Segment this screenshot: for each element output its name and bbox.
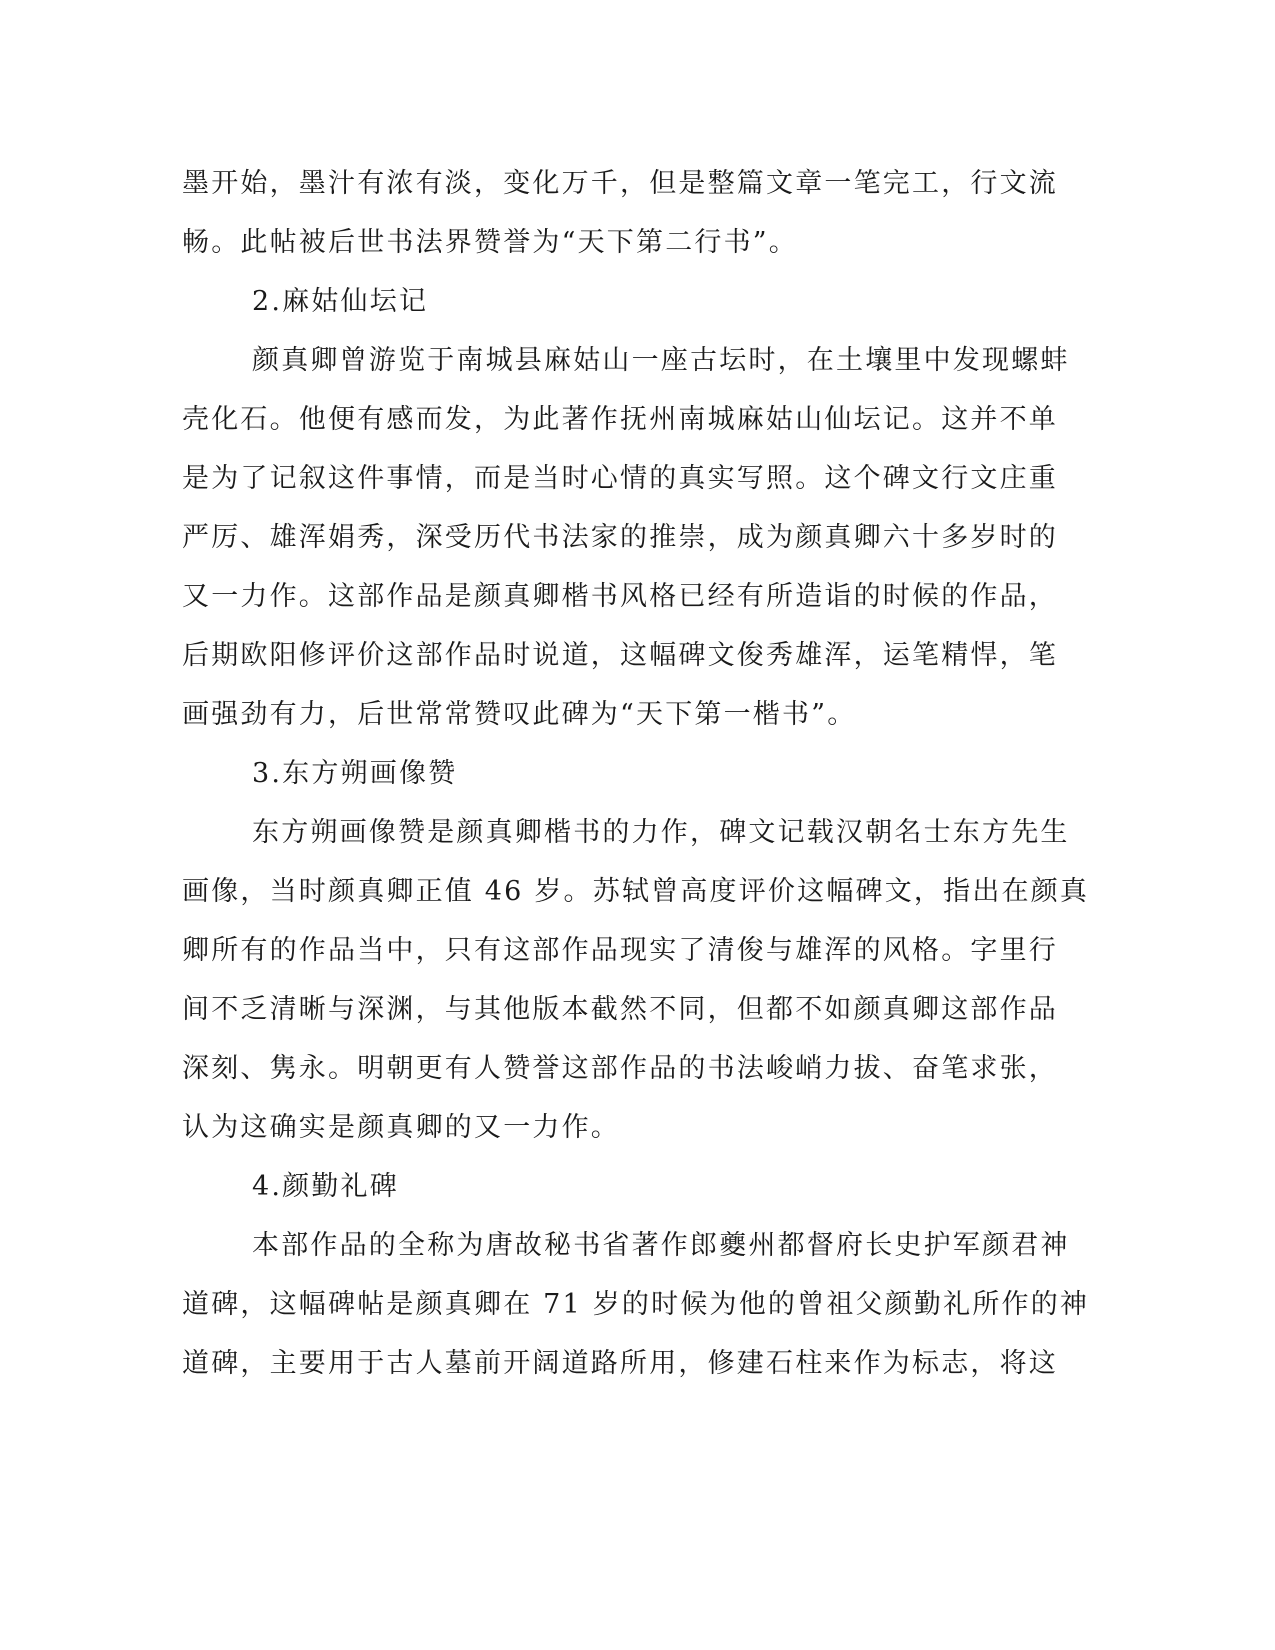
document-body — [182, 154, 1090, 1393]
text-line: 是为了记叙这件事情，而是当时心情的真实写照。这个碑文行文庄重 — [182, 463, 1058, 494]
text-line: 壳化石。他便有感而发，为此著作抚州南城麻姑山仙坛记。这并不单 — [182, 404, 1058, 435]
text-line: 颜真卿曾游览于南城县麻姑山一座古坛时，在土壤里中发现螺蚌 — [252, 345, 1070, 376]
text-line: 畅。此帖被后世书法界赞誉为“天下第二行书”。 — [182, 227, 799, 258]
section-heading: 4.颜勤礼碑 — [252, 1171, 399, 1202]
text-line: 认为这确实是颜真卿的又一力作。 — [182, 1112, 620, 1143]
text-line: 深刻、隽永。明朝更有人赞誉这部作品的书法峻峭力拔、奋笔求张， — [182, 1053, 1058, 1084]
text-line: 后期欧阳修评价这部作品时说道，这幅碑文俊秀雄浑，运笔精悍，笔 — [182, 640, 1058, 671]
text-line: 画像，当时颜真卿正值 46 岁。苏轼曾高度评价这幅碑文，指出在颜真 — [182, 876, 1090, 907]
text-line: 严厉、雄浑娟秀，深受历代书法家的推崇，成为颜真卿六十多岁时的 — [182, 522, 1058, 553]
text-line: 本部作品的全称为唐故秘书省著作郎夔州都督府长史护军颜君神 — [252, 1230, 1070, 1261]
text-line: 间不乏清晰与深渊，与其他版本截然不同，但都不如颜真卿这部作品 — [182, 994, 1058, 1025]
text-line: 卿所有的作品当中，只有这部作品现实了清俊与雄浑的风格。字里行 — [182, 935, 1058, 966]
text-line: 道碑，这幅碑帖是颜真卿在 71 岁的时候为他的曾祖父颜勤礼所作的神 — [182, 1289, 1090, 1320]
text-line: 道碑，主要用于古人墓前开阔道路所用，修建石柱来作为标志，将这 — [182, 1348, 1058, 1379]
text-line: 墨开始，墨汁有浓有淡，变化万千，但是整篇文章一笔完工，行文流 — [182, 168, 1058, 199]
text-line: 东方朔画像赞是颜真卿楷书的力作，碑文记载汉朝名士东方先生 — [252, 817, 1070, 848]
text-line: 又一力作。这部作品是颜真卿楷书风格已经有所造诣的时候的作品， — [182, 581, 1058, 612]
section-heading: 3.东方朔画像赞 — [252, 758, 458, 789]
section-heading: 2.麻姑仙坛记 — [252, 286, 429, 317]
text-line: 画强劲有力，后世常常赞叹此碑为“天下第一楷书”。 — [182, 699, 857, 730]
